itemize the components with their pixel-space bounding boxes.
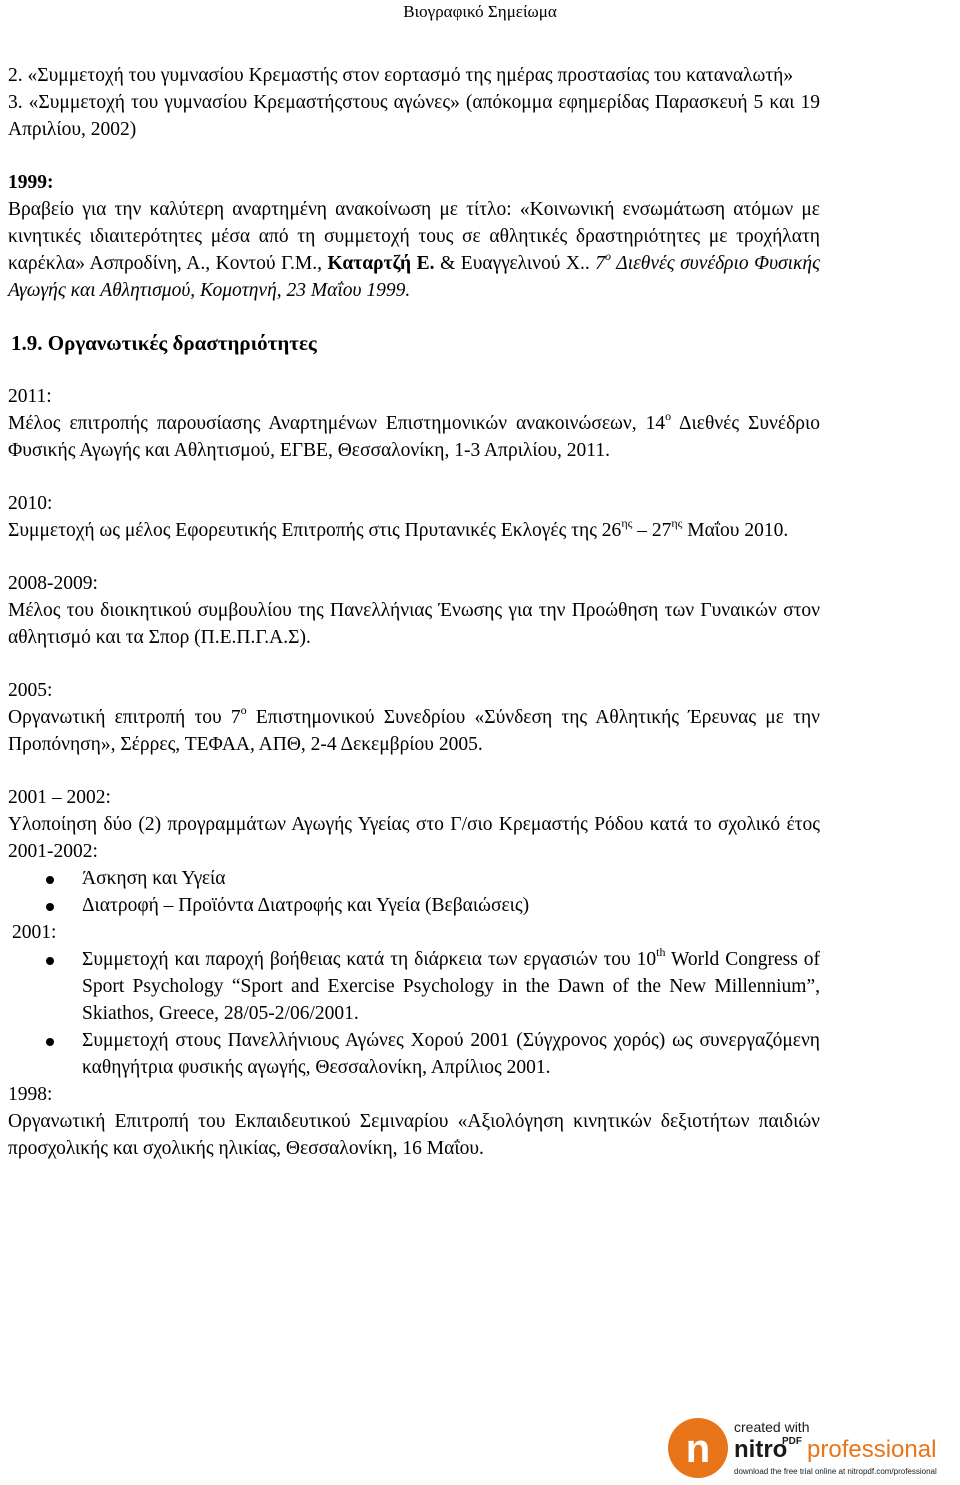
year-1999-block	[8, 169, 820, 304]
bullet-icon	[46, 903, 54, 911]
year-2008-text: Μέλος του διοικητικού συμβουλίου της Πανελλήνιας Ένωσης για την Προώθηση των Γυναικών στον αθλητισμό και τα Σπορ (Π.Ε.Π.Γ.Α.Σ).	[8, 600, 820, 648]
bullet-icon	[46, 1038, 54, 1046]
bullet-icon	[46, 957, 54, 965]
brand-name: nitro	[734, 1436, 788, 1463]
year-2005-text: Οργανωτική επιτροπή του $7^o$ Επιστημονικού Συνεδρίου «Σύνδεση της Αθλητικής Έρευνας με την Προπόνηση», Σέρρες, ΤΕΦΑΑ, ΑΠΘ, 2-4 Δεκεμβρίου 2005.	[8, 702, 820, 755]
year-label: 2005:	[8, 680, 53, 701]
page-header: Βιογραφικό Σημείωμα	[403, 2, 557, 21]
year-2010-block	[8, 490, 820, 544]
list-item: Συμμετοχή στους Πανελλήνιους Αγώνες Χορού 2001 (Σύγχρονος χορός) ως συνεργαζόμενη καθηγήτρια φυσικής αγωγής, Θεσσαλονίκη, Απρίλιος 2001.	[8, 1027, 820, 1081]
brand-sup: PDF	[782, 1436, 802, 1447]
year-2005-block	[8, 677, 820, 758]
list-item: Συμμετοχή και παροχή βοήθειας κατά τη διάρκεια των εργασιών του 10th World Congress of Sport Psychology “Sport and Exercise Psychology in the Dawn of the New Millennium”, Skiathos, Greece, 28/05-2/06/2001.	[8, 946, 820, 1027]
bullet-list	[8, 946, 820, 1081]
year-2011-text: Μέλος επιτροπής παρουσίασης Αναρτημένων Επιστημονικών ανακοινώσεων, $14^o$ Διεθνές Συνέδριο Φυσικής Αγωγής και Αθλητισμού, ΕΓΒΕ, Θεσσαλονίκη, 1-3 Απριλίου, 2011.	[8, 408, 820, 461]
bullet-icon	[46, 876, 54, 884]
year-label: 1998:	[8, 1084, 53, 1105]
download-text: download the free trial online at nitropdf.com/professional	[734, 1467, 937, 1476]
year-label: 2001 – 2002:	[8, 787, 111, 808]
year-1998-text: Οργανωτική Επιτροπή του Εκπαιδευτικού Σεμιναρίου «Αξιολόγηση κινητικών δεξιοτήτων παιδιών προσχολικής και σχολικής ηλικίας, Θεσσαλονίκη, 16 Μαΐου.	[8, 1111, 820, 1159]
section-heading: 1.9. Οργανωτικές δραστηριότητες	[11, 331, 317, 355]
year-1999-text: Βραβείο για την καλύτερη αναρτημένη ανακοίνωση με τίτλο: «Κοινωνική ενσωμάτωση ατόμων με κινητικές ιδιαιτερότητες μέσα από τη συμμετοχή τους σε αθλητικές δραστηριότητες με τροχήλατη καρέκλα» Ασπροδίνη, Α., Κοντού Γ.Μ., Καταρτζή Ε. & Ευαγγελινού Χ.. $7^o$ Διεθνές συνέδριο Φυσικής Αγωγής και Αθλητισμού, Κομοτηνή, 23 Μαΐου 1999.	[8, 199, 821, 301]
list-item: Άσκηση και Υγεία	[8, 865, 820, 892]
year-2008-block	[8, 570, 820, 651]
year-2001-2002-text: Υλοποίηση δύο (2) προγραμμάτων Αγωγής Υγείας στο Γ/σιο Κρεμαστής Ρόδου κατά το σχολικό έτος 2001-2002:	[8, 814, 820, 862]
year-2010-text: Συμμετοχή ως μέλος Εφορευτικής Επιτροπής στις Πρυτανικές Εκλογές της $26^{\eta\varsigma} - 27^{\eta\varsigma}$ Μαΐου 2010.	[8, 515, 789, 541]
created-with-text: created with	[734, 1419, 810, 1435]
year-label: 2011:	[8, 386, 52, 407]
year-2001-block	[8, 919, 820, 1081]
year-2011-block	[8, 383, 820, 464]
bold-author: Καταρτζή Ε.	[327, 253, 435, 274]
year-label: 2001:	[12, 922, 57, 943]
list-item: 3. «Συμμετοχή του γυμνασίου Κρεμαστήςστους αγώνες» (απόκομμα εφημερίδας Παρασκευή 5 και 19 Απριλίου, 2002)	[8, 92, 820, 140]
product-name: professional	[807, 1436, 937, 1463]
list-item: Διατροφή – Προϊόντα Διατροφής και Υγεία (Βεβαιώσεις)	[8, 892, 820, 919]
year-2001-2002-block	[8, 784, 820, 919]
bullet-list	[8, 865, 820, 919]
document-body	[8, 62, 820, 1162]
year-label: 2008-2009:	[8, 573, 98, 594]
nitro-logo-letter: n	[685, 1427, 711, 1471]
nitro-pdf-watermark	[662, 1412, 956, 1482]
year-1998-block	[8, 1081, 820, 1162]
year-label: 2010:	[8, 493, 53, 514]
year-label: 1999:	[8, 172, 54, 193]
list-item: 2. «Συμμετοχή του γυμνασίου Κρεμαστής στον εορτασμό της ημέρας προστασίας του καταναλωτή»	[8, 65, 794, 86]
